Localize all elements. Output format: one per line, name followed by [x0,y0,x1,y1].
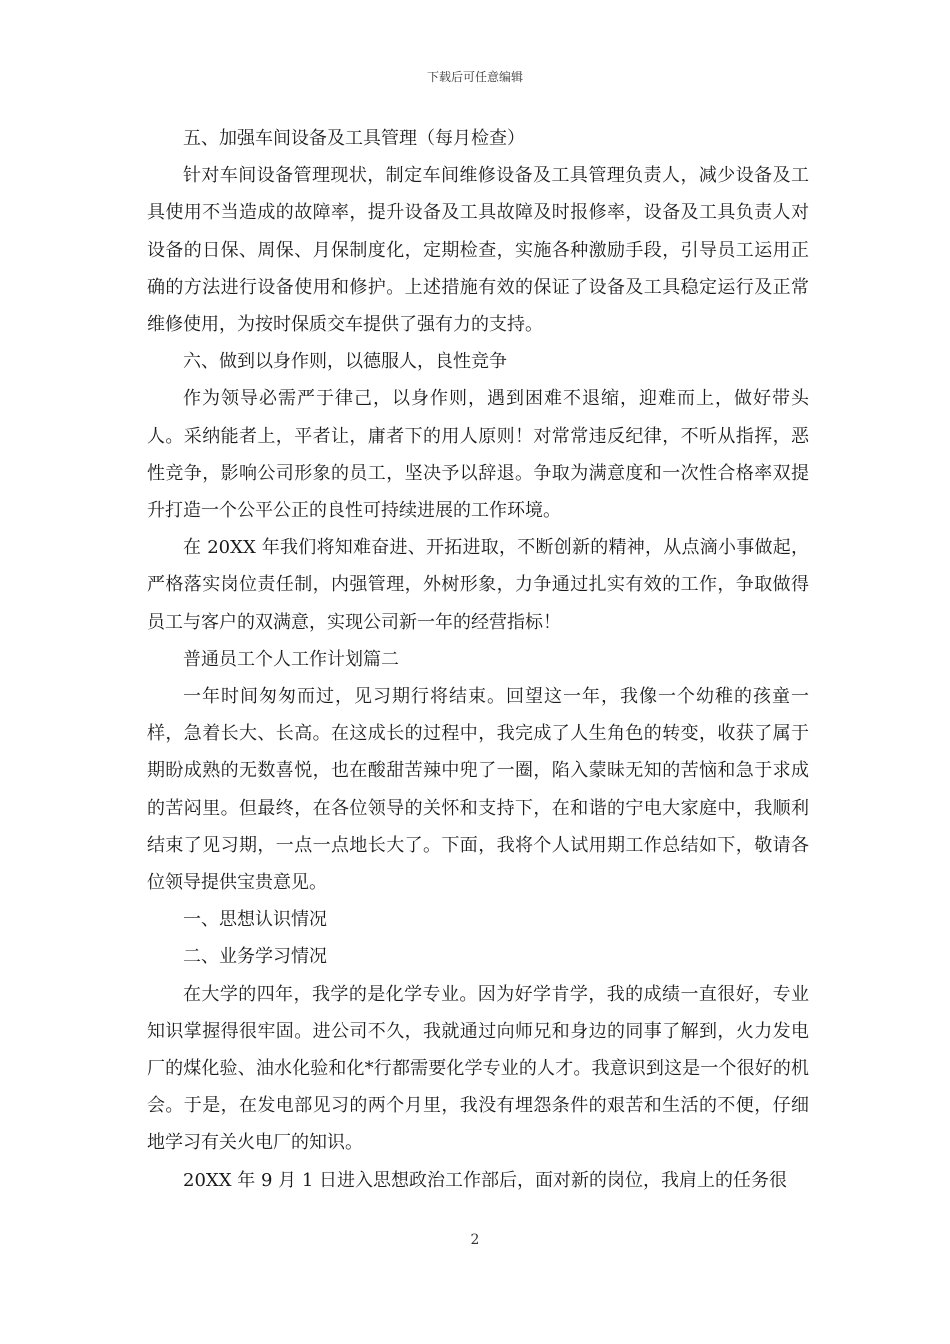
section-heading-study: 二、业务学习情况 [183,946,327,968]
paragraph: 作为领导必需严于律己，以身作则，遇到困难不退缩，迎难而上，做好带头人。采纳能者上，平者让，庸者下的用人原则！对常常违反纪律，不听从指挥，恶性竞争，影响公司形象的员工，坚决予以辞退。争取为满意度和一次性合格率双提升打造一个公平公正的良性可持续进展的工作环境。 [147,388,809,522]
paragraph: 针对车间设备管理现状，制定车间维修设备及工具管理负责人，减少设备及工具使用不当造成的故障率，提升设备及工具故障及时报修率，设备及工具负责人对设备的日保、周保、月保制度化，定期检查，实施各种激励手段，引导员工运用正确的方法进行设备使用和修护。上述措施有效的保证了设备及工具稳定运行及正常维修使用，为按时保质交车提供了强有力的支持。 [147,165,809,336]
paragraph: 在大学的四年，我学的是化学专业。因为好学肯学，我的成绩一直很好，专业知识掌握得很牢固。进公司不久，我就通过向师兄和身边的同事了解到，火力发电厂的煤化验、油水化验和化*行都需要化学专业的人才。我意识到这是一个很好的机会。于是，在发电部见习的两个月里，我没有埋怨条件的艰苦和生活的不便，仔细地学习有关火电厂的知识。 [147,983,809,1154]
paragraph: 一年时间匆匆而过，见习期行将结束。回望这一年，我像一个幼稚的孩童一样，急着长大、长高。在这成长的过程中，我完成了人生角色的转变，收获了属于期盼成熟的无数喜悦，也在酸甜苦辣中兜了一圈，陷入蒙昧无知的苦恼和急于求成的苦闷里。但最终，在各位领导的关怀和支持下，在和谐的宁电大家庭中，我顺利结束了见习期，一点一点地长大了。下面，我将个人试用期工作总结如下，敬请各位领导提供宝贵意见。 [147,686,809,894]
paragraph: 在 20XX 年我们将知难奋进、开拓进取，不断创新的精神，从点滴小事做起，严格落实岗位责任制，内强管理，外树形象，力争通过扎实有效的工作，争取做得员工与客户的双满意，实现公司新一年的经营指标！ [147,537,809,633]
section-heading-equipment: 五、加强车间设备及工具管理（每月检查） [183,128,525,149]
document-body [147,120,809,1199]
paragraph: 20XX 年 9 月 1 日进入思想政治工作部后，面对新的岗位，我肩上的任务很 [183,1169,788,1191]
section-heading-thinking: 一、思想认识情况 [183,909,327,931]
page-header: 下载后可任意编辑 [426,70,523,84]
section-heading-leadership: 六、做到以身作则，以德服人，良性竞争 [183,351,507,373]
article-title: 普通员工个人工作计划篇二 [183,648,399,670]
page-number: 2 [470,1232,480,1248]
